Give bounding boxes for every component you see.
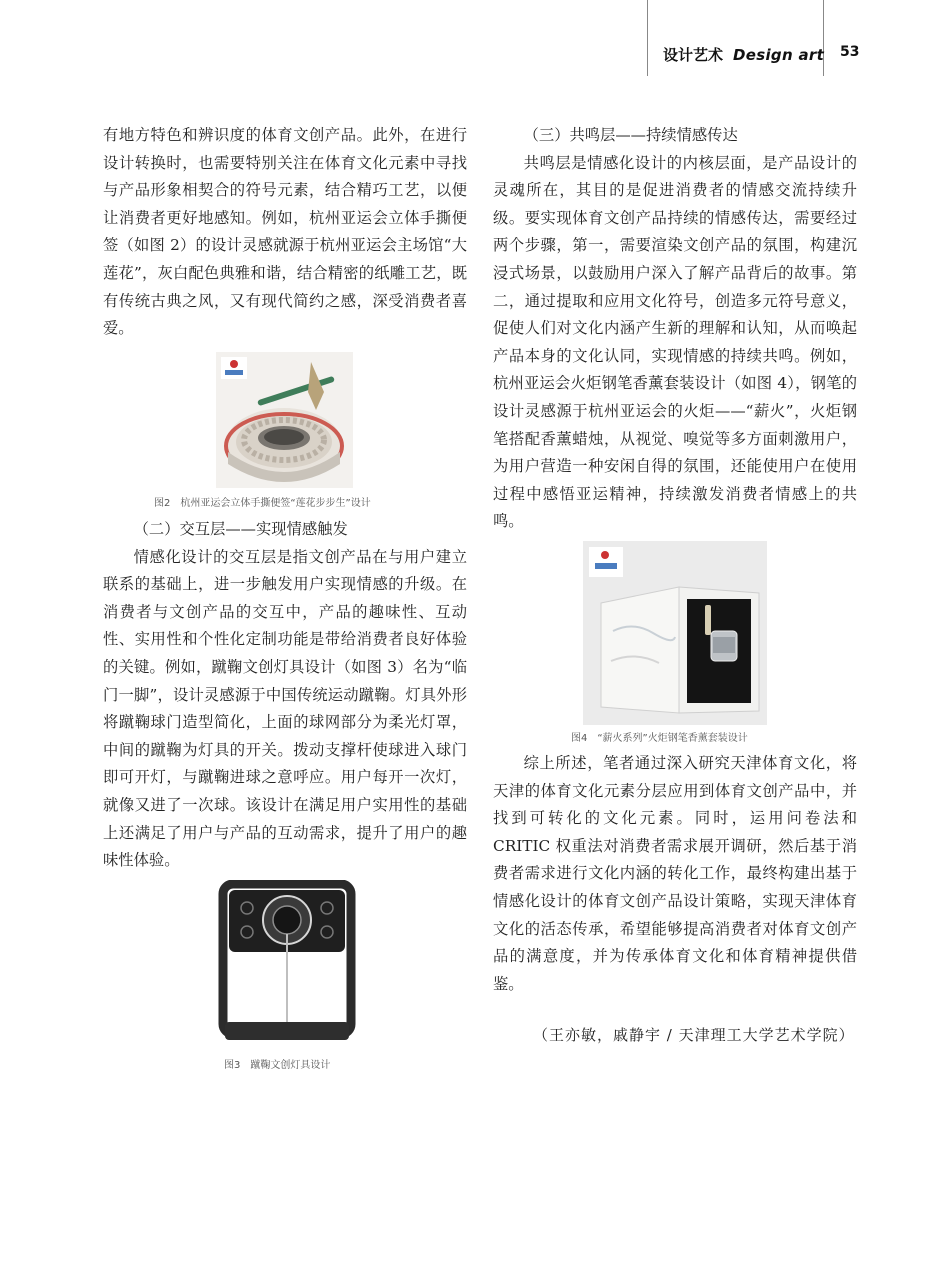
figure-4-image [583, 541, 767, 725]
paper-lotus-notepad-illustration [216, 352, 353, 488]
figure-2-caption: 图2 杭州亚运会立体手撕便签“莲花步步生”设计 [154, 498, 371, 509]
section-title-en: Design art [733, 46, 825, 64]
paragraph-interaction-layer: 情感化设计的交互层是指文创产品在与用户建立联系的基础上，进一步触发用户实现情感的升级。在消费者与文创产品的交互中，产品的趣味性、互动性、实用性和个性化定制功能是带给消费者良好体验的关键。例如，蹴鞠文创灯具设计（如图 3）名为“临门一脚”，设计灵感源于中国传统运动蹴鞠。灯具外形将蹴鞠球门造型简化，上面的球网部分为柔光灯罩，中间的蹴鞠为灯具的开关。拨动支撑杆使球进入球门即可开灯，与蹴鞠进球之意呼应。用户每开一次灯，就像又进了一次球。该设计在满足用户实用性的基础上还满足了用户与产品的互动需求，提升了用户的趣味性体验。 [103, 547, 467, 870]
author-affiliation: （王亦敏，戚静宇 / 天津理工大学艺术学院） [533, 1026, 855, 1044]
header-divider-left [647, 0, 648, 76]
paragraph-resonance-layer: 共鸣层是情感化设计的内核层面，是产品设计的灵魂所在，其目的是促进消费者的情感交流持续升级。要实现体育文创产品持续的情感传达，需要经过两个步骤，第一，需要渲染文创产品的氛围，构建沉浸式场景，以鼓励用户深入了解产品背后的故事。第二，通过提取和应用文化符号，创造多元符号意义，促使人们对文化内涵产生新的理解和认知，从而唤起产品本身的文化认同，实现情感的持续共鸣。例如，杭州亚运会火炬钢笔香薰套装设计（如图 4），钢笔的设计灵感源于杭州亚运会的火炬——“薪火”，火炬钢笔搭配香薰蜡烛，从视觉、嗅觉等多方面刺激用户，为用户营造一种安闲自得的氛围，还能使用户在使用过程中感悟亚运精神，持续激发消费者情感上的共鸣。 [493, 153, 857, 531]
paragraph-continued: 有地方特色和辨识度的体育文创产品。此外，在进行设计转换时，也需要特别关注在体育文化元素中寻找与产品形象相契合的符号元素，结合精巧工艺，以便让消费者更好地感知。例如，杭州亚运会立体手撕便签（如图 2）的设计灵感就源于杭州亚运会主场馆“大莲花”，灰白配色典雅和谐，结合精密的纸雕工艺，既有传统古典之风，又有现代简约之感，深受消费者喜爱。 [103, 126, 467, 338]
figure-3-image [217, 880, 357, 1050]
figure-4-caption: 图4 “薪火系列”火炬钢笔香薰套装设计 [571, 733, 748, 744]
left-column-top [103, 122, 467, 343]
figure-2-image [216, 352, 353, 488]
torch-pen-gift-set-illustration [583, 541, 767, 725]
paragraph-conclusion: 综上所述，笔者通过深入研究天津体育文化，将天津的体育文化元素分层应用到体育文创产品中，并找到可转化的文化元素。同时，运用问卷法和 CRITIC 权重法对消费者需求展开调研，然后基于消费者需求进行文化内涵的转化工作，最终构建出基于情感化设计的体育文创产品设计策略，实现天津体育文化的活态传承，希望能够提高消费者对体育文创产品的满意度，并为传承体育文化和体育精神提供借鉴。 [493, 754, 857, 993]
figure-3-caption: 图3 蹴鞠文创灯具设计 [224, 1060, 331, 1071]
page-number: 53 [840, 44, 860, 60]
subheading-interaction-layer: （二）交互层——实现情感触发 [133, 520, 348, 538]
right-column-top [493, 122, 857, 536]
section-title-cn: 设计艺术 [663, 46, 724, 64]
left-column-bottom [103, 516, 467, 875]
cuju-lamp-illustration [217, 880, 357, 1050]
right-column-bottom [493, 750, 857, 998]
running-header [663, 44, 824, 65]
subheading-resonance-layer: （三）共鸣层——持续情感传达 [523, 126, 738, 144]
